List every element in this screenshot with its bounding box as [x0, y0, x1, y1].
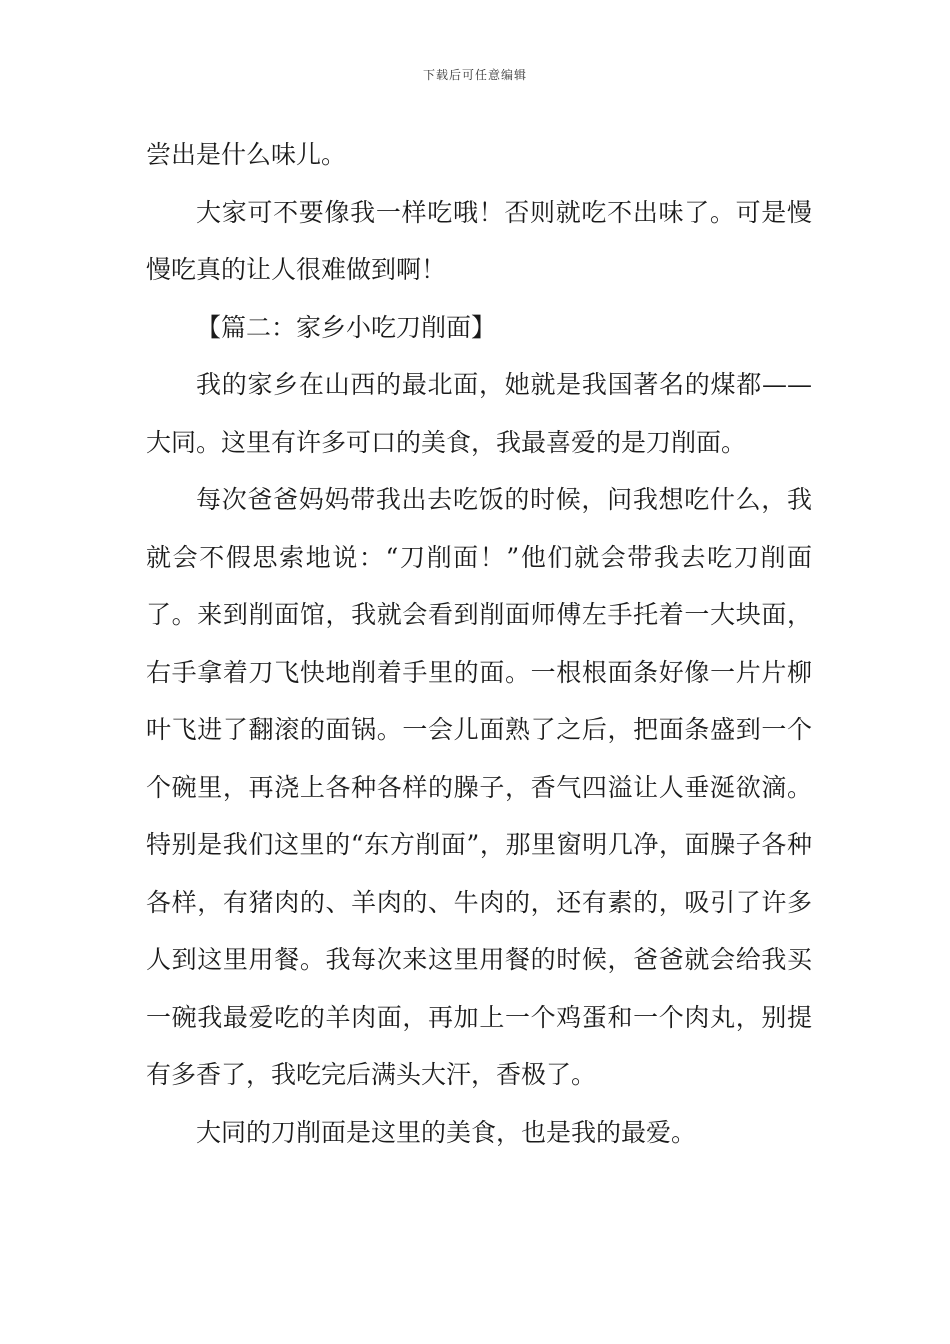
paragraph-hometown-intro: 我的家乡在山西的最北面，她就是我国著名的煤都——大同。这里有许多可口的美食，我最喜爱的是刀削面。 — [146, 370, 812, 457]
paragraph-conclusion: 大同的刀削面是这里的美食，也是我的最爱。 — [196, 1117, 697, 1147]
paragraph-noodle-story: 每次爸爸妈妈带我出去吃饭的时候，问我想吃什么，我就会不假思索地说：“刀削面！”他们就会带我去吃刀削面了。来到削面馆，我就会看到削面师傅左手托着一大块面，右手拿着刀飞快地削着手里的面。一根根面条好像一片片柳叶飞进了翻滚的面锅。一会儿面熟了之后，把面条盛到一个个碗里，再浇上各种各样的臊子，香气四溢让人垂涎欲滴。特别是我们这里的“东方削面”，那里窗明几净，面臊子各种各样，有猪肉的、羊肉的、牛肉的，还有素的，吸引了许多人到这里用餐。我每次来这里用餐的时候，爸爸就会给我买一碗我最爱吃的羊肉面，再加上一个鸡蛋和一个肉丸，别提有多香了，我吃完后满头大汗，香极了。 — [146, 485, 812, 1089]
document-body — [146, 126, 812, 1161]
page-header: 下载后可任意编辑 — [422, 68, 527, 82]
section-heading: 【篇二：家乡小吃刀削面】 — [196, 312, 497, 342]
paragraph-eating-advice: 大家可不要像我一样吃哦！否则就吃不出味了。可是慢慢吃真的让人很难做到啊！ — [146, 197, 812, 284]
paragraph-continuation: 尝出是什么味儿。 — [146, 140, 347, 169]
